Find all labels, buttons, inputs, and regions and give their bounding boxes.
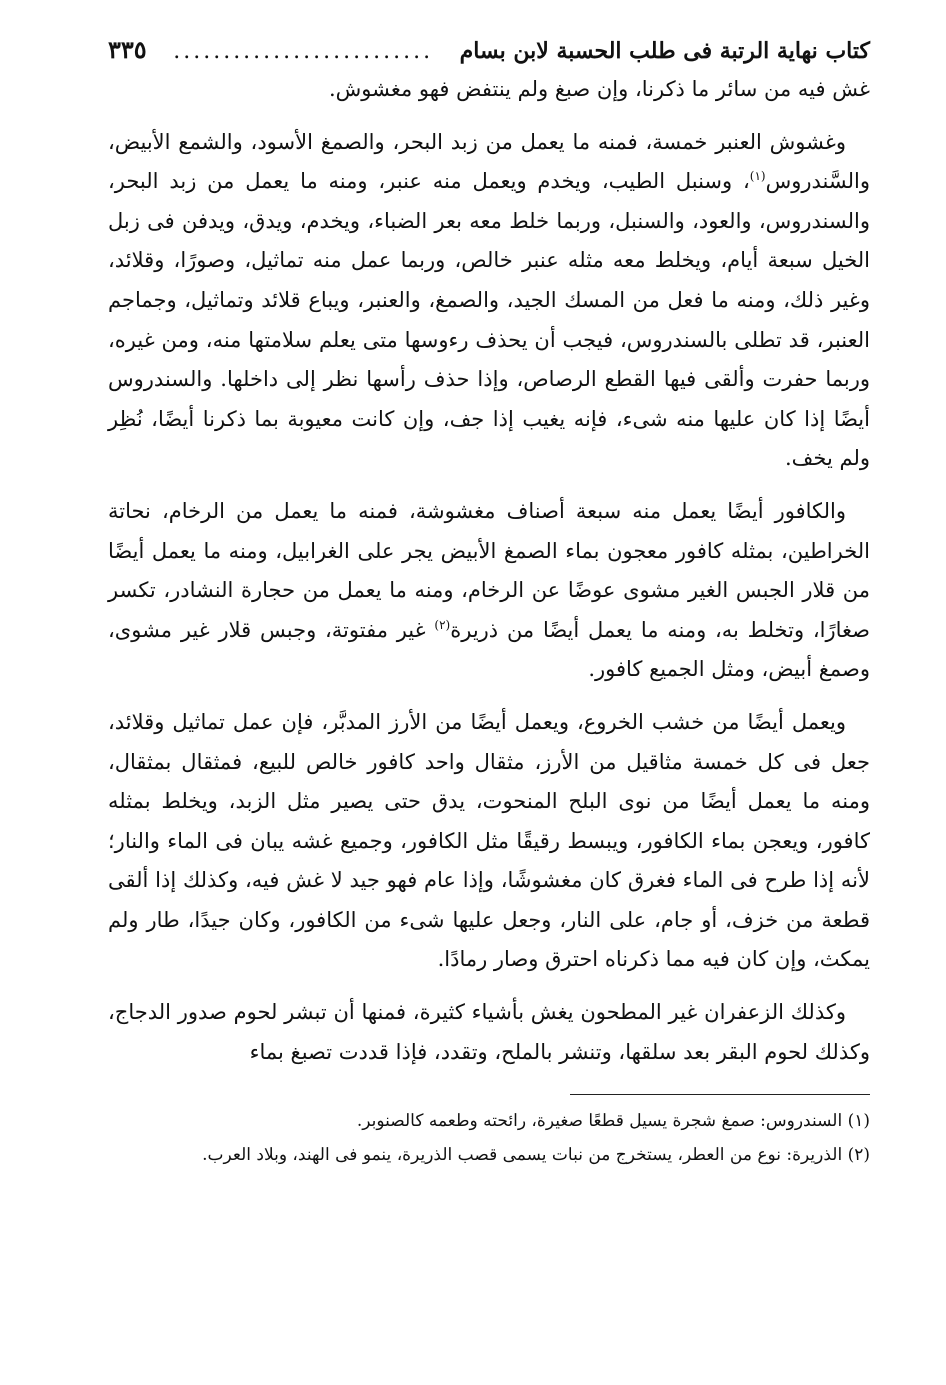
footnote-2: (٢) الذريرة: نوع من العطر، يستخرج من نبات يسمى قصب الذريرة، ينمو فى الهند، وبلاد العرب. — [202, 1145, 870, 1166]
paragraph-text: وغشوش العنبر خمسة، فمنه ما يعمل من زبد البحر، والصمغ الأسود، والشمع الأبيض، والسَّندروس — [108, 129, 870, 194]
paragraph-continuation: غش فيه من سائر ما ذكرنا، وإن صبغ ولم ينتفض فهو مغشوش. — [328, 77, 870, 101]
paragraph-camphor — [108, 492, 870, 690]
paragraph-saffron: وكذلك الزعفران غير المطحون يغش بأشياء كثيرة، فمنها أن تبشر لحوم صدور الدجاج، وكذلك لحوم البقر بعد سلقها، وتنشر بالملح، وتقدد، فإذا قددت تصبغ بماء — [108, 1000, 870, 1064]
book-title: كتاب نهاية الرتبة فى طلب الحسبة لابن بسام — [459, 38, 870, 64]
footnote-divider — [570, 1094, 870, 1095]
header-leader-dots: .......................... — [173, 39, 434, 64]
paragraph-camphor-continued: ويعمل أيضًا من خشب الخروع، ويعمل أيضًا من الأرز المدبَّر، فإن عمل تماثيل وقلائد، جعل فى كل خمسة مثاقيل من الأرز، مثقال واحد كافور خالص للبيع، فمثقال بمثقال، ومنه ما يعمل أيضًا من نوى البلح المنحوت، يدق حتى يصير مثل الزبد، ويخلط بمثله كافور، ويعجن بماء الكافور، ويبسط رقيقًا مثل الكافور، وجميع غشه يبان فى الماء والنار؛ لأنه إذا طرح فى الماء فغرق كان مغشوشًا، وإذا عام فهو جيد لا غش فيه، وكذلك إذا ألقى قطعة من خزف، أو جام، على النار، وجعل عليها شىء من الكافور، وكان جيدًا، طار ولم يمكث، وإن كان فيه مما ذكرناه احترق وصار رمادًا. — [108, 709, 870, 972]
footnote-reference-2[interactable]: (٢) — [434, 617, 451, 632]
paragraph-text: والكافور أيضًا يعمل منه سبعة أصناف مغشوشة، فمنه ما يعمل من الرخام، نحاتة الخراطين، بمثله كافور معجون بماء الصمغ الأبيض يجر على الغرابيل، ومنه ما يعمل أيضًا من قلار الجبس الغير مشوى عوضًا عن الرخام، ومنه ما يعمل من حجارة النشادر، تكسر صغارًا، وتخلط به، ومنه ما يعمل أيضًا من ذريرة — [108, 498, 870, 642]
footnote-reference-1[interactable]: (١) — [749, 169, 766, 184]
running-header — [108, 30, 870, 70]
page-number: ٣٣٥ — [108, 35, 147, 64]
paragraph-text: غير مفتوتة، وجبس قلار غير مشوى، وصمغ أبيض، ومثل الجميع كافور. — [108, 617, 870, 682]
paragraph-ambergris — [108, 123, 870, 479]
book-page — [108, 30, 870, 1370]
footnotes — [108, 1105, 870, 1171]
footnote-1: (١) السندروس: صمغ شجرة يسيل قطعًا صغيرة، رائحته وطعمه كالصنوبر. — [356, 1111, 870, 1132]
paragraph-text: ، وسنبل الطيب، ويخدم ويعمل منه عنبر، ومنه ما يعمل من زبد البحر، والسندروس، والعود، والسنبل، وربما خلط معه بعر الضباء، ويخدم، ويدق، ويدفن فى زبل الخيل سبعة أيام، ويخلط معه مثله عنبر خالص، وربما عمل منه تماثيل، وصورًا، وقلائد، وغير ذلك، ومنه ما فعل من المسك الجيد، والصمغ، والعنبر، ويباع قلائد وتماثيل، وجماجم العنبر، قد تطلى بالسندروس، فيجب أن يحذف رءوسها متى يعلم سلامتها منه، ومن غيره، وربما حفرت وألقى فيها القطع الرصاص، وإذا حذف رأسها نظر إلى داخلها. والسندروس أيضًا إذا كان عليها منه شىء، فإنه يغيب إذا جف، وإن كانت معيوبة بما ذكرنا أيضًا، نُظِر ولم يخف. — [108, 169, 870, 471]
body-text — [108, 70, 870, 1072]
